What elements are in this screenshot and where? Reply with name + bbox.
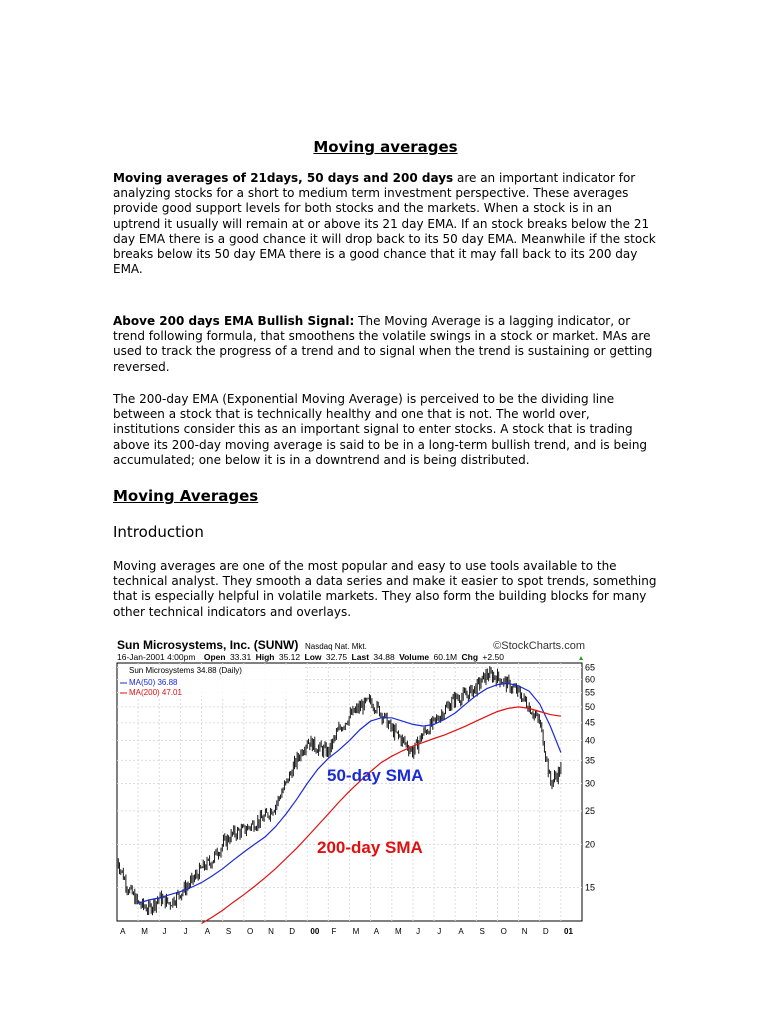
x-tick-label: J [162, 927, 167, 936]
x-tick-label: A [120, 927, 126, 936]
paragraph-bullish-text: The Moving Average is a lagging indicator, or trend following formula, that smoothens the volatile swings in a stock or market. MAs are used to track the progress of a trend and to signal when the trend is sustaining or getting reversed. [113, 314, 653, 374]
paragraph-200-day-ema: The 200-day EMA (Exponential Moving Average) is perceived to be the dividing line between a stock that is technically healthy and one that is not. The world over, institutions consider this as an important signal to enter stocks. A stock that is trading above its 200-day moving average is said to be in a long-term bullish trend, and is being accumulated; one below it is in a downtrend and is being distributed. [113, 392, 648, 467]
y-tick-label: 15 [585, 882, 596, 893]
x-tick-label: F [331, 927, 337, 936]
info-low: 32.75 [325, 652, 348, 662]
info-chg-label: Chg [461, 652, 479, 662]
info-low-label: Low [304, 652, 322, 662]
x-tick-label: S [479, 927, 485, 936]
stock-chart [115, 635, 596, 940]
info-volume-label: Volume [399, 652, 430, 662]
paragraph-bullish-signal [113, 314, 658, 375]
x-tick-label: A [458, 927, 464, 936]
page-title: Moving averages [313, 138, 458, 156]
y-tick-label: 45 [585, 717, 596, 728]
subsection-heading: Introduction [113, 523, 204, 541]
x-tick-label: D [289, 927, 296, 936]
x-tick-label: J [183, 927, 188, 936]
annotation-50-day-sma: 50-day SMA [327, 766, 424, 785]
x-tick-label: M [141, 927, 148, 936]
info-chg: +2.50 [482, 652, 504, 662]
legend [119, 665, 303, 697]
paragraph-intro [113, 171, 658, 277]
info-last: 34.88 [373, 652, 395, 662]
x-tick-label: J [416, 927, 421, 936]
info-bar [117, 652, 504, 662]
x-tick-label: D [542, 927, 549, 936]
x-tick-label: O [500, 927, 507, 936]
y-tick-label: 20 [585, 839, 596, 850]
info-open-label: Open [203, 652, 226, 662]
x-tick-label: 01 [564, 927, 573, 936]
y-tick-label: 40 [585, 735, 596, 746]
y-tick-label: 30 [585, 778, 596, 789]
paragraph-bullish-bold: Above 200 days EMA Bullish Signal: [113, 314, 355, 328]
paragraph-moving-averages-intro: Moving averages are one of the most popular and easy to use tools available to the technical analyst. They smooth a data series and make it easier to spot trends, something that is especially helpful in volatile markets. They also form the building blocks for many other technical indicators and overlays. [113, 559, 657, 619]
x-tick-label: N [521, 927, 528, 936]
info-last-label: Last [351, 652, 370, 662]
y-tick-label: 55 [585, 687, 596, 698]
y-tick-label: 25 [585, 805, 596, 816]
paragraph-intro-text: are an important indicator for analyzing stocks for a short to medium term investment perspective. These averages provide good support levels for both stocks and the markets. When a stock is in an uptrend it usually will remain at or above its 21 day EMA. If an stock breaks below the 21 day EMA there is a good chance it will drop back to its 50 day EMA. Meanwhile if the stock breaks below its 50 day EMA there is a good chance that it may fall back to its 200 day EMA. [113, 171, 656, 277]
legend-price: Sun Microsystems 34.88 (Daily) [129, 666, 242, 675]
info-high: 35.12 [278, 652, 301, 662]
x-tick-label: M [394, 927, 402, 936]
info-date: 16-Jan-2001 4:00pm [117, 652, 196, 662]
info-open: 33.31 [229, 652, 252, 662]
x-tick-label: S [225, 927, 232, 936]
paragraph-intro-bold: Moving averages of 21days, 50 days and 200 days [113, 171, 454, 185]
section-heading: Moving Averages [113, 487, 259, 505]
x-tick-label: J [437, 927, 442, 936]
chart-exchange: Nasdaq Nat. Mkt. [305, 642, 367, 651]
legend-ma200: MA(200) 47.01 [129, 688, 182, 697]
x-tick-label: A [204, 927, 211, 936]
y-tick-label: 65 [585, 662, 596, 673]
legend-ma50: MA(50) 36.88 [129, 678, 178, 687]
y-tick-label: 60 [585, 674, 596, 685]
y-tick-label: 50 [585, 701, 596, 712]
x-tick-label: N [268, 927, 274, 936]
x-tick-label: O [246, 927, 254, 936]
x-tick-label: A [373, 927, 380, 936]
annotation-200-day-sma: 200-day SMA [317, 838, 423, 857]
x-tick-label: 00 [310, 927, 320, 936]
x-tick-label: M [352, 927, 360, 936]
chart-title: Sun Microsystems, Inc. (SUNW) [117, 638, 299, 652]
info-volume: 60.1M [433, 652, 458, 662]
info-high-label: High [255, 652, 275, 662]
chart-source: ©StockCharts.com [493, 640, 585, 652]
y-tick-label: 35 [585, 755, 596, 766]
